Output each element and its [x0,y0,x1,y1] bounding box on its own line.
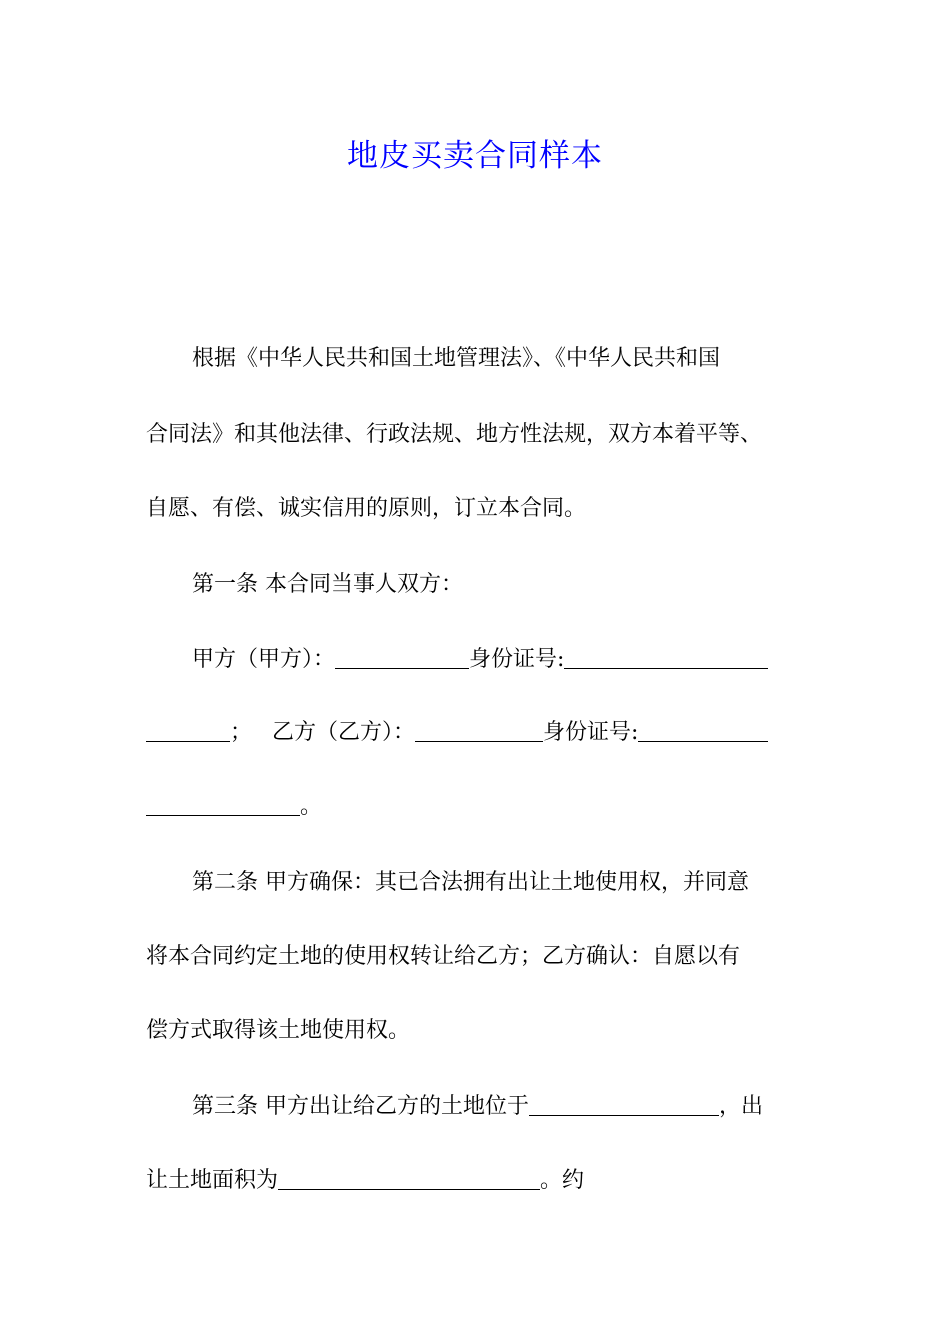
party-b-id-blank-end[interactable] [146,793,300,816]
separator-semicolon: ； [230,720,253,745]
id-number-label-b: 身份证号: [543,720,639,745]
article-3-location-text: 第三条 甲方出让给乙方的土地位于 [192,1094,529,1119]
party-a-name-blank[interactable] [335,646,469,669]
article-3-line-1-end: ，出 [719,1094,764,1119]
party-a-id-blank-end[interactable] [146,719,230,742]
preamble-line-2: 合同法》和其他法律、行政法规、地方性法规，双方本着平等、 [146,422,763,447]
land-location-blank[interactable] [529,1093,719,1116]
preamble-line-1: 根据《中华人民共和国土地管理法》、《中华人民共和国 [192,346,721,371]
land-area-blank[interactable] [278,1167,540,1190]
article-2-line-1: 第二条 甲方确保：其已合法拥有出让土地使用权，并同意 [192,870,749,895]
party-b-label: 乙方（乙方）： [272,720,416,745]
article-2-line-3: 偿方式取得该土地使用权。 [146,1018,411,1043]
article-1-party-b-line [146,718,808,748]
party-a-label: 甲方（甲方）： [192,647,336,672]
article-1-party-a-line [192,645,808,675]
preamble-line-3: 自愿、有偿、诚实信用的原则，订立本合同。 [146,496,587,521]
article-3-line-1 [192,1092,808,1122]
id-number-label-a: 身份证号: [469,647,565,672]
article-1-end-mark: 。 [300,794,323,819]
party-b-name-blank[interactable] [415,719,543,742]
party-b-id-blank-start[interactable] [638,719,768,742]
article-3-line-2 [146,1166,808,1196]
article-3-line-2-end: 。约 [540,1168,585,1193]
document-title: 地皮买卖合同样本 [347,138,603,174]
article-3-area-text: 让土地面积为 [146,1168,279,1193]
article-1-end-line [146,792,808,822]
article-2-line-2: 将本合同约定土地的使用权转让给乙方；乙方确认：自愿以有 [146,944,741,969]
article-1-heading: 第一条 本合同当事人双方： [192,572,463,597]
party-a-id-blank-start[interactable] [564,646,768,669]
